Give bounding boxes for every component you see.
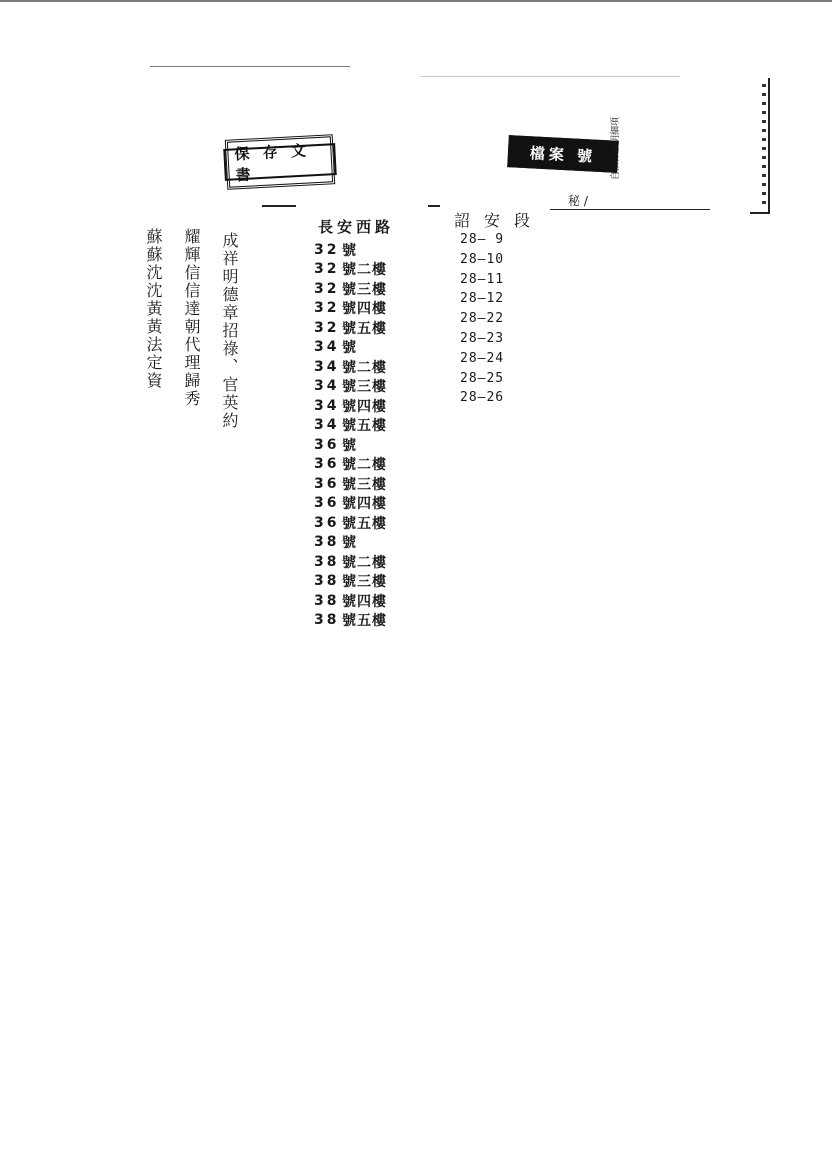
address-number: 32 bbox=[314, 241, 340, 258]
stamp-right-text: 檔案 號 bbox=[529, 143, 597, 166]
side-frame bbox=[750, 78, 770, 214]
parcel-row: 28–24 bbox=[460, 350, 505, 366]
address-row bbox=[314, 552, 424, 572]
address-number: 32 bbox=[314, 300, 340, 317]
address-floor: 號二樓 bbox=[342, 554, 387, 571]
address-floor: 號三樓 bbox=[342, 574, 387, 591]
address-list bbox=[314, 240, 424, 630]
address-number: 38 bbox=[314, 534, 340, 551]
address-row bbox=[314, 494, 424, 514]
parcel-list bbox=[460, 232, 504, 410]
parcel-row: 28–25 bbox=[460, 370, 505, 386]
address-number: 32 bbox=[314, 261, 340, 278]
address-floor: 號四樓 bbox=[342, 398, 387, 415]
scan-top-edge bbox=[0, 0, 832, 2]
address-number: 36 bbox=[314, 456, 340, 473]
address-row bbox=[314, 357, 424, 377]
rule-mid bbox=[428, 205, 440, 207]
parcel-row: 28–12 bbox=[460, 291, 505, 307]
faint-line bbox=[420, 76, 680, 77]
address-row bbox=[314, 260, 424, 280]
address-row bbox=[314, 474, 424, 494]
address-row bbox=[314, 377, 424, 397]
address-floor: 號二樓 bbox=[342, 359, 387, 376]
rule-left bbox=[262, 205, 296, 207]
address-row bbox=[314, 513, 424, 533]
address-row bbox=[314, 591, 424, 611]
archive-stamp-left bbox=[223, 141, 337, 185]
address-number: 38 bbox=[314, 573, 340, 590]
parcel-row: 28–26 bbox=[460, 390, 505, 406]
address-number: 38 bbox=[314, 592, 340, 609]
address-row bbox=[314, 338, 424, 358]
address-number: 38 bbox=[314, 553, 340, 570]
address-number: 34 bbox=[314, 417, 340, 434]
address-floor: 號 bbox=[342, 242, 357, 259]
address-floor: 號五樓 bbox=[342, 418, 387, 435]
address-floor: 號四樓 bbox=[342, 593, 387, 610]
parcel-row: 28–10 bbox=[460, 251, 505, 267]
address-floor: 號三樓 bbox=[342, 281, 387, 298]
address-row bbox=[314, 318, 424, 338]
address-row bbox=[314, 240, 424, 260]
address-floor: 號三樓 bbox=[342, 476, 387, 493]
address-row bbox=[314, 572, 424, 592]
address-number: 32 bbox=[314, 280, 340, 297]
address-header: 長安西路 bbox=[318, 218, 395, 236]
address-number: 36 bbox=[314, 475, 340, 492]
parcel-row: 28–22 bbox=[460, 311, 505, 327]
address-floor: 號二樓 bbox=[342, 457, 387, 474]
address-floor: 號五樓 bbox=[342, 515, 387, 532]
parcel-row: 28– 9 bbox=[460, 232, 505, 247]
address-number: 36 bbox=[314, 514, 340, 531]
address-row bbox=[314, 396, 424, 416]
address-number: 34 bbox=[314, 397, 340, 414]
address-row bbox=[314, 416, 424, 436]
address-number: 32 bbox=[314, 319, 340, 336]
address-floor: 號二樓 bbox=[342, 262, 387, 279]
stamp-left-text: 保 存 文 書 bbox=[225, 134, 335, 190]
parcel-header: 詔安段 bbox=[454, 211, 545, 230]
side-ticks bbox=[762, 84, 766, 206]
archive-stamp-right bbox=[507, 135, 619, 173]
address-floor: 號五樓 bbox=[342, 320, 387, 337]
address-row bbox=[314, 435, 424, 455]
signature-tilt: 自治体表明細項 bbox=[611, 116, 621, 180]
address-number: 38 bbox=[314, 612, 340, 629]
parcel-row: 28–23 bbox=[460, 330, 505, 346]
names-column-3: 蘇蘇沈沈黃黃法定資 bbox=[144, 228, 163, 390]
names-column-1: 成祥明德章招祿、官英約 bbox=[220, 232, 239, 430]
address-floor: 號三樓 bbox=[342, 379, 387, 396]
address-row bbox=[314, 279, 424, 299]
address-row bbox=[314, 533, 424, 553]
address-row bbox=[314, 611, 424, 631]
address-floor: 號五樓 bbox=[342, 613, 387, 630]
parcel-row: 28–11 bbox=[460, 271, 505, 287]
address-number: 34 bbox=[314, 378, 340, 395]
faint-line bbox=[150, 66, 350, 67]
address-number: 34 bbox=[314, 339, 340, 356]
address-floor: 號 bbox=[342, 437, 357, 454]
address-floor: 號 bbox=[342, 535, 357, 552]
rule-right bbox=[550, 209, 710, 210]
address-floor: 號四樓 bbox=[342, 301, 387, 318]
address-number: 36 bbox=[314, 495, 340, 512]
address-floor: 號 bbox=[342, 340, 357, 357]
names-column-2: 耀輝信信達朝代理歸秀 bbox=[182, 228, 201, 408]
address-row bbox=[314, 299, 424, 319]
address-floor: 號四樓 bbox=[342, 496, 387, 513]
signature-mark: 秘 / bbox=[568, 194, 588, 208]
address-number: 34 bbox=[314, 358, 340, 375]
address-row bbox=[314, 455, 424, 475]
address-number: 36 bbox=[314, 436, 340, 453]
